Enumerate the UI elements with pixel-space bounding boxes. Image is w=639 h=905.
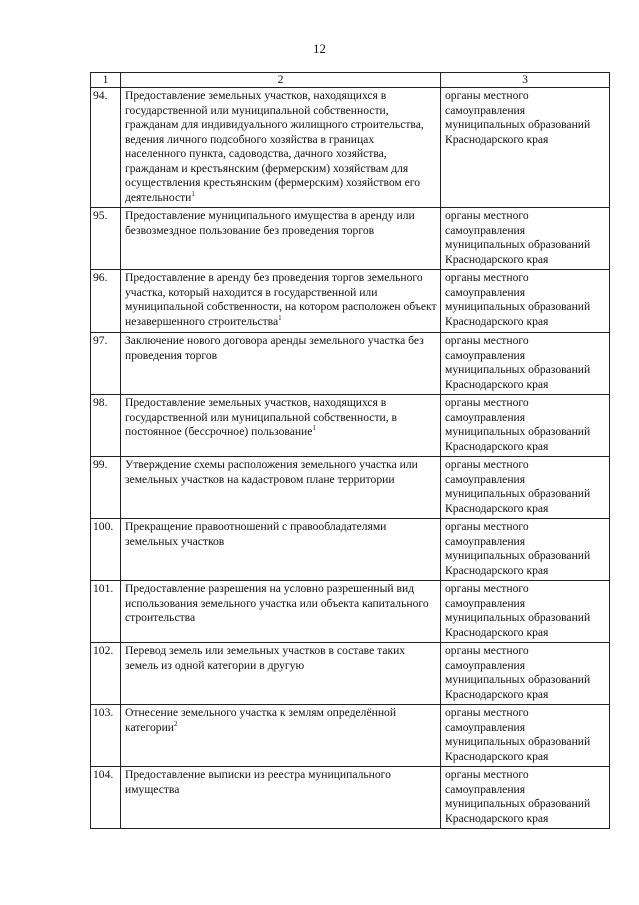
table-header-row: [91, 73, 610, 88]
service-name: Предоставление земельных участков, находящихся в государственной или муниципальной собственности, гражданам для индивидуального жилищного строительства, ведения личного подсобного хозяйства в границах населенного пункта, садоводства, дачного хозяйства, гражданам и крестьянским (фермерским) хозяйствам для осуществления крестьянским (фермерским) хозяйством его деятельности: [125, 89, 424, 204]
service-name-cell: [121, 457, 441, 519]
service-name-cell: [121, 208, 441, 270]
responsible-body: органы местного самоуправления муниципальных образований Краснодарского края: [441, 519, 610, 581]
table-row: [91, 457, 610, 519]
table-row: [91, 705, 610, 767]
service-name-cell: [121, 88, 441, 208]
responsible-body: органы местного самоуправления муниципальных образований Краснодарского края: [441, 643, 610, 705]
table-row: [91, 767, 610, 829]
table-row: [91, 395, 610, 457]
service-name-cell: [121, 395, 441, 457]
footnote-marker: 1: [312, 424, 316, 433]
service-name: Отнесение земельного участка к землям определённой категории: [125, 706, 397, 734]
row-number: 98.: [91, 395, 121, 457]
row-number: 95.: [91, 208, 121, 270]
service-name-cell: [121, 705, 441, 767]
table-row: [91, 270, 610, 333]
responsible-body: органы местного самоуправления муниципальных образований Краснодарского края: [441, 208, 610, 270]
responsible-body: органы местного самоуправления муниципальных образований Краснодарского края: [441, 581, 610, 643]
table-row: [91, 208, 610, 270]
services-table: [90, 72, 610, 829]
row-number: 94.: [91, 88, 121, 208]
footnote-marker: 1: [278, 313, 282, 322]
service-name-cell: [121, 519, 441, 581]
header-col-2: 2: [121, 73, 441, 88]
footnote-marker: 1: [191, 189, 195, 198]
row-number: 100.: [91, 519, 121, 581]
service-name-cell: [121, 767, 441, 829]
table-row: [91, 333, 610, 395]
table-row: [91, 88, 610, 208]
service-name-cell: [121, 643, 441, 705]
service-name: Утверждение схемы расположения земельного участка или земельных участков на кадастровом плане территории: [125, 458, 418, 486]
service-name-cell: [121, 270, 441, 333]
row-number: 102.: [91, 643, 121, 705]
service-name: Предоставление в аренду без проведения торгов земельного участка, который находится в государственной или муниципальной собственности, на котором расположен объект незавершенного строительства: [125, 271, 437, 328]
row-number: 96.: [91, 270, 121, 333]
responsible-body: органы местного самоуправления муниципальных образований Краснодарского края: [441, 705, 610, 767]
responsible-body: органы местного самоуправления муниципальных образований Краснодарского края: [441, 395, 610, 457]
service-name: Предоставление разрешения на условно разрешенный вид использования земельного участка или объекта капитального строительства: [125, 582, 429, 624]
service-name: Прекращение правоотношений с правообладателями земельных участков: [125, 520, 387, 548]
row-number: 97.: [91, 333, 121, 395]
row-number: 101.: [91, 581, 121, 643]
responsible-body: органы местного самоуправления муниципальных образований Краснодарского края: [441, 767, 610, 829]
header-col-1: 1: [91, 73, 121, 88]
table-row: [91, 643, 610, 705]
row-number: 104.: [91, 767, 121, 829]
footnote-marker: 2: [173, 719, 178, 728]
table-row: [91, 581, 610, 643]
responsible-body: органы местного самоуправления муниципальных образований Краснодарского края: [441, 457, 610, 519]
header-col-3: 3: [441, 73, 610, 88]
responsible-body: органы местного самоуправления муниципальных образований Краснодарского края: [441, 88, 610, 208]
table-row: [91, 519, 610, 581]
service-name: Предоставление выписки из реестра муниципального имущества: [125, 768, 391, 796]
service-name: Предоставление муниципального имущества в аренду или безвозмездное пользование без проведения торгов: [125, 209, 415, 237]
responsible-body: органы местного самоуправления муниципальных образований Краснодарского края: [441, 333, 610, 395]
service-name-cell: [121, 333, 441, 395]
service-name-cell: [121, 581, 441, 643]
row-number: 99.: [91, 457, 121, 519]
row-number: 103.: [91, 705, 121, 767]
page-number: 12: [313, 41, 326, 56]
service-name: Перевод земель или земельных участков в составе таких земель из одной категории в другую: [125, 644, 406, 672]
responsible-body: органы местного самоуправления муниципальных образований Краснодарского края: [441, 270, 610, 333]
service-name: Предоставление земельных участков, находящихся в государственной или муниципальной собственности, в постоянное (бессрочное) пользование: [125, 396, 397, 438]
service-name: Заключение нового договора аренды земельного участка без проведения торгов: [125, 334, 424, 362]
